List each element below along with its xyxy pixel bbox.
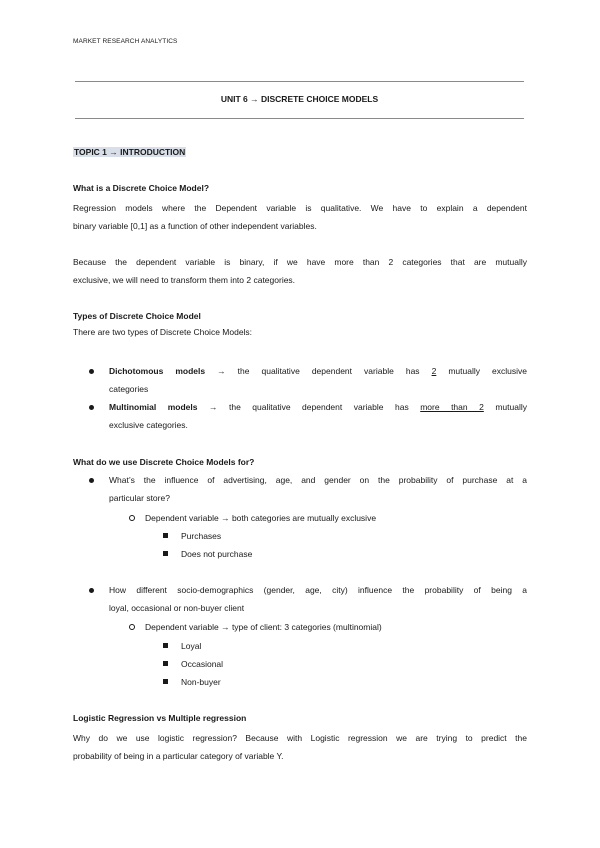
- option-purchases: Purchases: [181, 531, 222, 541]
- paragraph-line: exclusive, we will need to transform them into 2 categories.: [73, 275, 296, 285]
- topic-title: TOPIC 1 → INTRODUCTION: [74, 147, 186, 157]
- section-heading-what-is: What is a Discrete Choice Model?: [73, 183, 210, 193]
- paragraph-line: probability of being in a particular category of variable Y.: [73, 751, 284, 761]
- paragraph-line: Regression models where the Dependent variable is qualitative. We have to explain a dependent: [73, 203, 527, 213]
- list-item-line: What’s the influence of advertising, age, and gender on the probability of purchase at a: [109, 475, 527, 485]
- divider-bottom: [75, 118, 524, 119]
- option-does-not-purchase: Does not purchase: [181, 549, 253, 559]
- term-dichotomous: Dichotomous models: [109, 366, 206, 376]
- circle-bullet-icon: [129, 624, 135, 630]
- list-item-line: particular store?: [109, 493, 170, 503]
- section-heading-logistic: Logistic Regression vs Multiple regression: [73, 713, 247, 723]
- section-heading-types: Types of Discrete Choice Model: [73, 311, 201, 321]
- running-header: MARKET RESEARCH ANALYTICS: [73, 38, 178, 45]
- list-item-line: [109, 362, 527, 380]
- list-item-line: loyal, occasional or non-buyer client: [109, 603, 245, 613]
- list-item-text: mutually: [483, 402, 527, 412]
- option-occasional: Occasional: [181, 659, 224, 669]
- option-non-buyer: Non-buyer: [181, 677, 221, 687]
- underlined-text: more than 2: [420, 402, 484, 412]
- underlined-text: 2: [431, 366, 437, 376]
- circle-bullet-icon: [129, 515, 135, 521]
- list-item-multinomial: [109, 398, 527, 434]
- square-bullet-icon: [163, 551, 168, 556]
- unit-title: UNIT 6 → DISCRETE CHOICE MODELS: [220, 94, 379, 104]
- list-item-question-2: [109, 581, 527, 617]
- paragraph-binary: [73, 253, 527, 289]
- types-intro: There are two types of Discrete Choice Models:: [73, 327, 253, 337]
- paragraph-logistic: [73, 729, 527, 765]
- divider-top: [75, 81, 524, 82]
- bullet-icon: [89, 405, 94, 410]
- paragraph-definition: [73, 199, 527, 235]
- list-item-dichotomous: [109, 362, 527, 398]
- list-item-line: How different socio-demographics (gender, age, city) influence the probability of being a: [109, 585, 527, 595]
- square-bullet-icon: [163, 661, 168, 666]
- paragraph-line: Why do we use logistic regression? Because with Logistic regression we are trying to predict the: [73, 733, 527, 743]
- list-item-line: [109, 398, 527, 416]
- section-heading-uses: What do we use Discrete Choice Models for?: [73, 457, 255, 467]
- list-item-text: → the qualitative dependent variable has: [205, 366, 432, 376]
- option-loyal: Loyal: [181, 641, 202, 651]
- paragraph-line: binary variable [0,1] as a function of other independent variables.: [73, 221, 317, 231]
- list-item-text: → the qualitative dependent variable has: [197, 402, 421, 412]
- list-item-question-1: [109, 471, 527, 507]
- bullet-icon: [89, 478, 94, 483]
- bullet-icon: [89, 588, 94, 593]
- sub-item-dependent-variable-2: Dependent variable → type of client: 3 categories (multinomial): [145, 622, 382, 632]
- square-bullet-icon: [163, 643, 168, 648]
- square-bullet-icon: [163, 679, 168, 684]
- list-item-text: mutually exclusive: [436, 366, 527, 376]
- paragraph-line: Because the dependent variable is binary, if we have more than 2 categories that are mutually: [73, 257, 527, 267]
- sub-item-dependent-variable-1: Dependent variable → both categories are mutually exclusive: [145, 513, 377, 523]
- square-bullet-icon: [163, 533, 168, 538]
- term-multinomial: Multinomial models: [109, 402, 198, 412]
- list-item-line: categories: [109, 384, 149, 394]
- list-item-line: exclusive categories.: [109, 420, 188, 430]
- bullet-icon: [89, 369, 94, 374]
